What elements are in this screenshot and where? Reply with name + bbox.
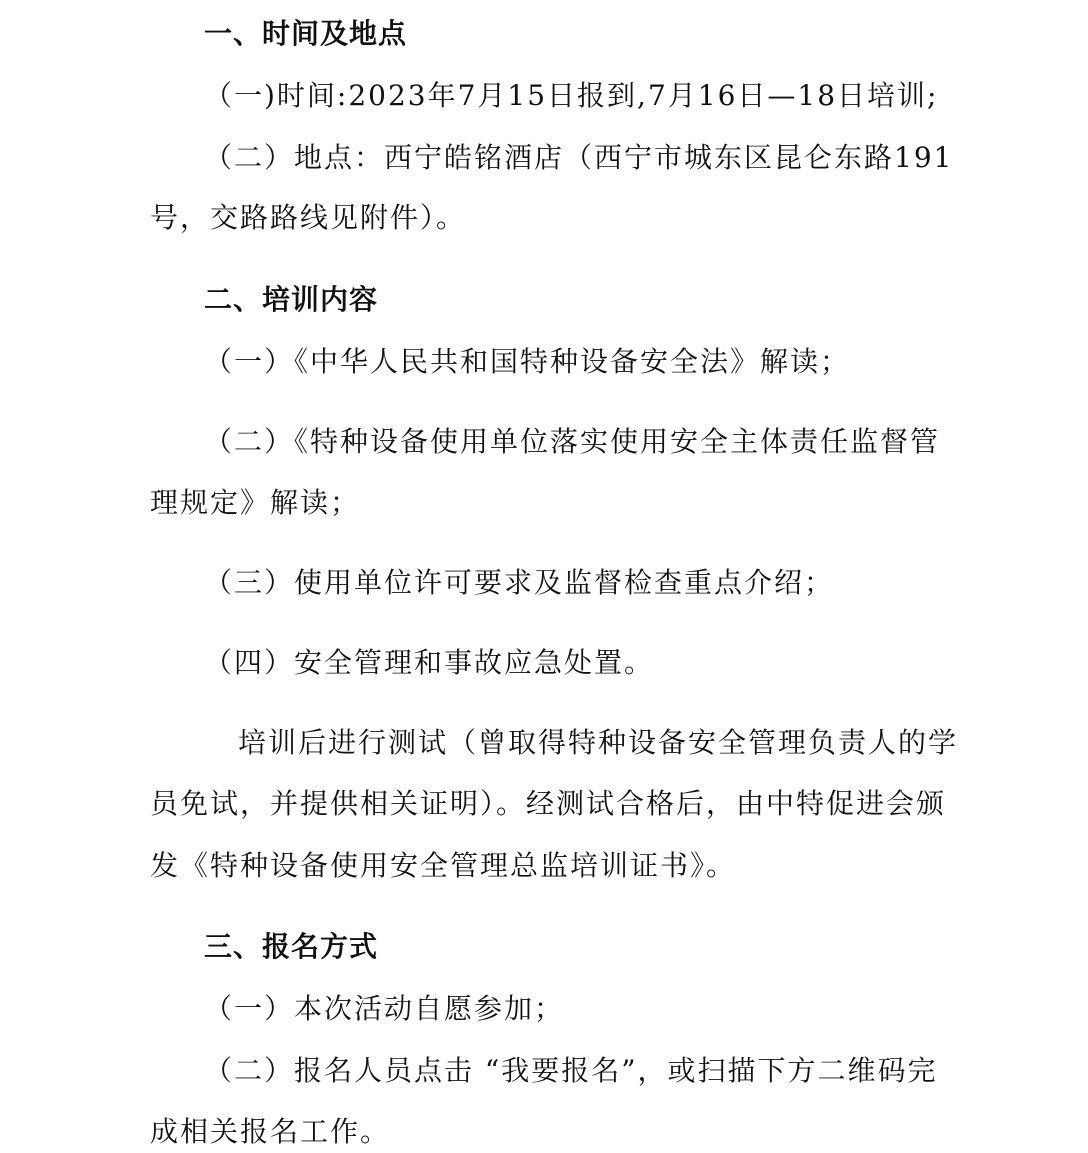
section-heading-time-location: 一、时间及地点 <box>204 17 408 50</box>
training-item-2-line2: 理规定》解读； <box>150 486 361 519</box>
training-item-3: （三）使用单位许可要求及监督检查重点介绍； <box>204 566 835 599</box>
training-test-paragraph-line1: 培训后进行测试（曾取得特种设备安全管理负责人的学 <box>238 726 959 759</box>
section-heading-registration: 三、报名方式 <box>204 930 379 963</box>
training-item-1: （一）《中华人民共和国特种设备安全法》解读； <box>204 345 851 378</box>
training-item-4: （四）安全管理和事故应急处置。 <box>204 646 655 679</box>
registration-item-1: （一）本次活动自愿参加； <box>204 992 565 1025</box>
training-test-paragraph-line2: 员免试，并提供相关证明）。经测试合格后，由中特促进会颁 <box>150 787 947 820</box>
section-heading-training-content: 二、培训内容 <box>204 283 379 316</box>
paragraph-location-line1: （二）地点：西宁皓铭酒店（西宁市城东区昆仑东路191 <box>204 141 954 174</box>
registration-item-2-line1: （二）报名人员点击 “我要报名”，或扫描下方二维码完 <box>204 1054 938 1087</box>
training-item-2-line1: （二）《特种设备使用单位落实使用安全主体责任监督管 <box>204 425 941 458</box>
registration-item-2-line2: 成相关报名工作。 <box>150 1115 391 1148</box>
paragraph-time: （一)时间:2023年7月15日报到,7月16日—18日培训; <box>204 79 939 112</box>
training-test-paragraph-line3: 发《特种设备使用安全管理总监培训证书》。 <box>150 849 737 882</box>
paragraph-location-line2: 号，交路路线见附件）。 <box>150 201 467 234</box>
